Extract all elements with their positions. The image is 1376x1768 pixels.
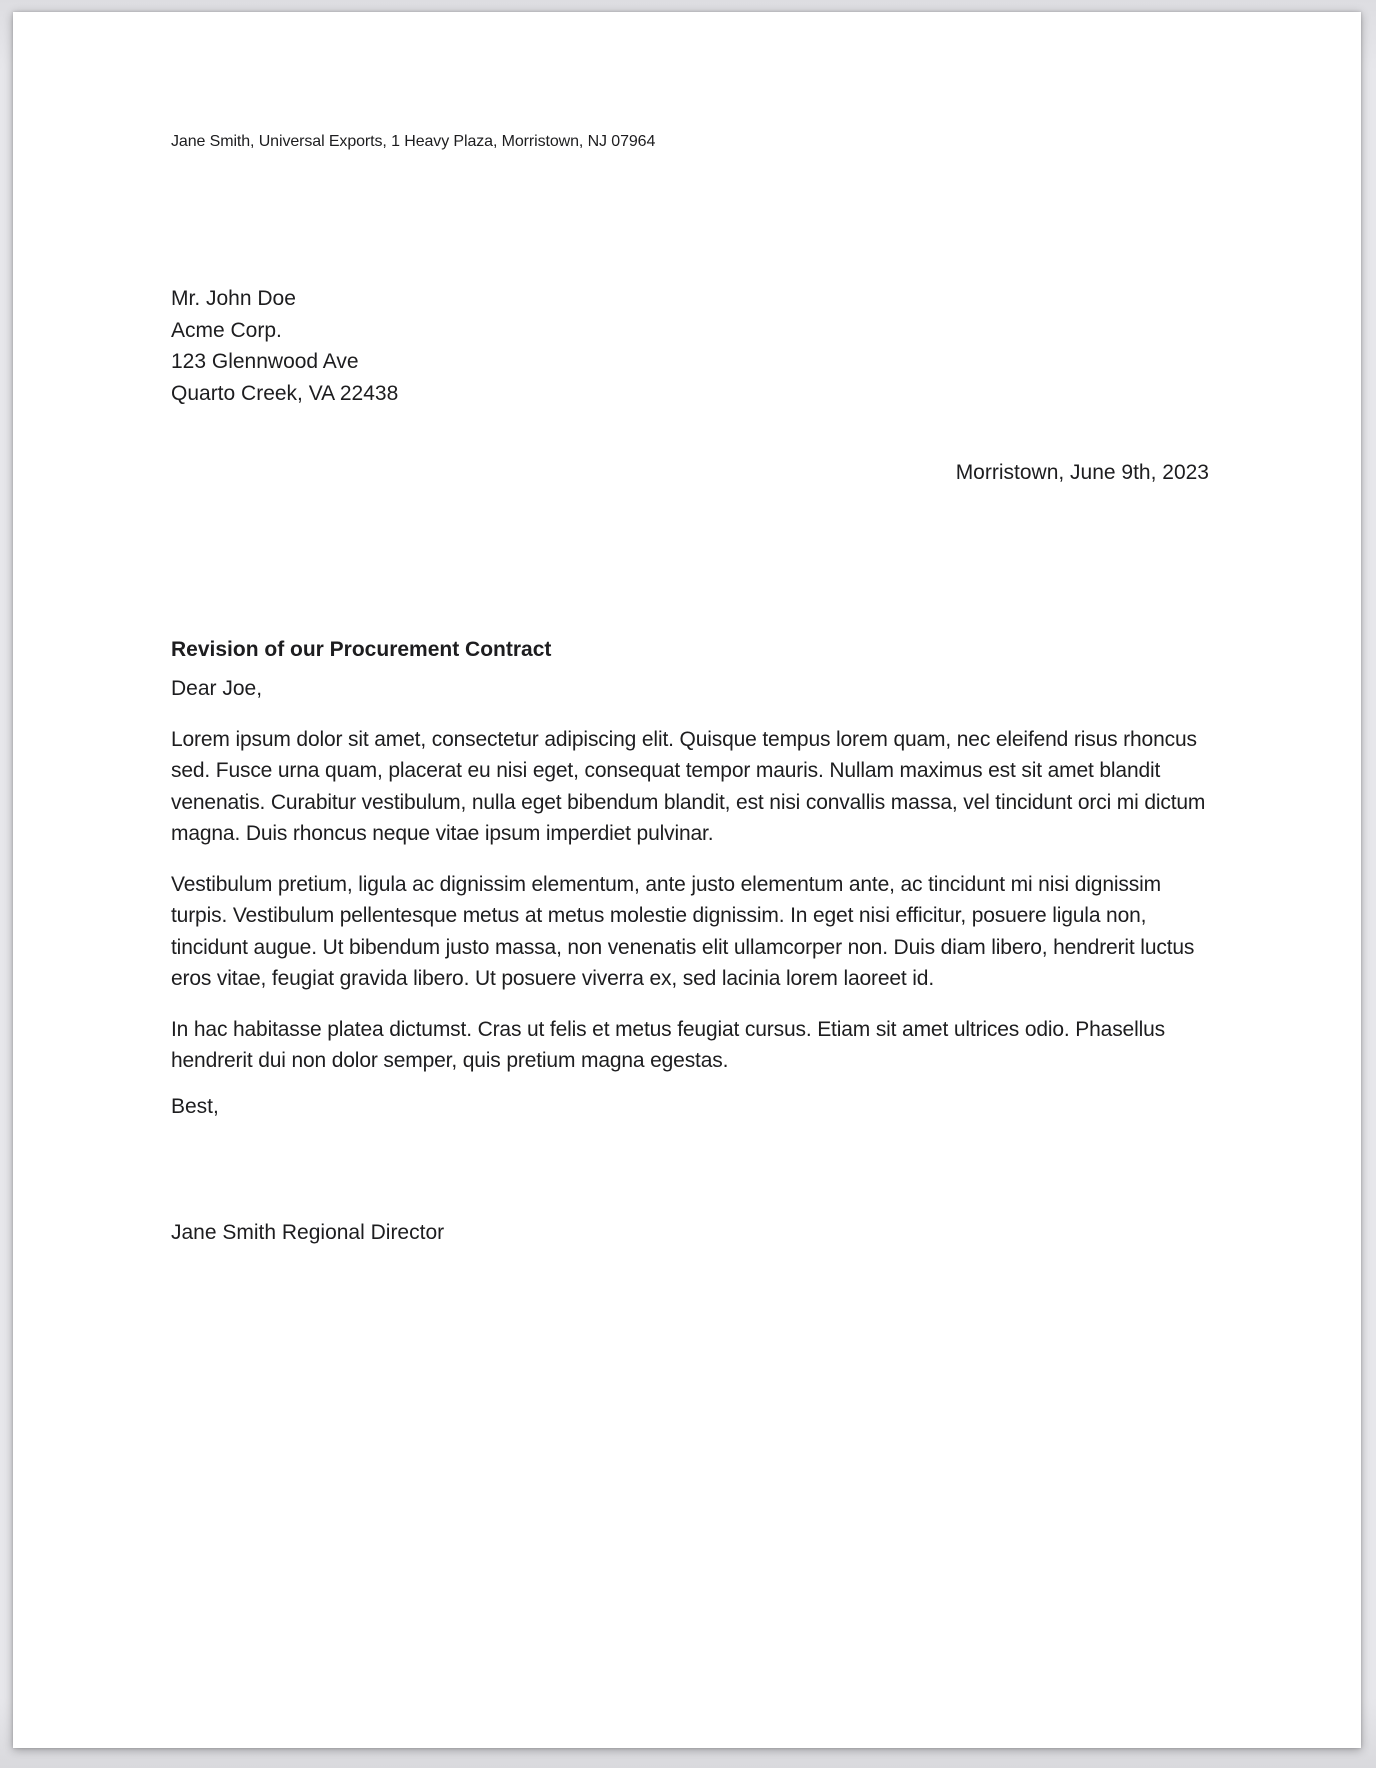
recipient-company: Acme Corp. bbox=[171, 318, 282, 342]
recipient-name: Mr. John Doe bbox=[171, 287, 296, 310]
place-and-date-line: Morristown, June 9th, 2023 bbox=[955, 461, 1209, 484]
salutation: Dear Joe, bbox=[171, 677, 263, 700]
signature-line: Jane Smith Regional Director bbox=[171, 1221, 445, 1244]
recipient-address-block bbox=[171, 283, 1209, 409]
closing-valediction: Best, bbox=[171, 1094, 219, 1118]
body-paragraph-2: Vestibulum pretium, ligula ac dignissim elementum, ante justo elementum ante, ac tincidunt mi nisi dignissim turpis. Vestibulum pellentesque metus at metus molestie dignissim. In eget nisi efficitur, posuere ligula non, tincidunt augue. Ut bibendum justo massa, non venenatis elit ullamcorper non. Duis diam libero, hendrerit luctus eros vitae, feugiat gravida libero. Ut posuere viverra ex, sed lacinia lorem laoreet id. bbox=[171, 872, 1195, 990]
sender-return-address-line: Jane Smith, Universal Exports, 1 Heavy Plaza, Morristown, NJ 07964 bbox=[171, 133, 656, 150]
body-paragraph-3: In hac habitasse platea dictumst. Cras ut felis et metus feugiat cursus. Etiam sit amet ultrices odio. Phasellus hendrerit dui non dolor semper, quis pretium magna egestas. bbox=[171, 1017, 1165, 1072]
recipient-street: 123 Glennwood Ave bbox=[171, 350, 359, 373]
recipient-city-state-zip: Quarto Creek, VA 22438 bbox=[171, 381, 399, 405]
letter-page bbox=[13, 12, 1361, 1748]
body-paragraph-1: Lorem ipsum dolor sit amet, consectetur adipiscing elit. Quisque tempus lorem quam, nec eleifend risus rhoncus sed. Fusce urna quam, placerat eu nisi eget, consequat tempor mauris. Nullam maximus est sit amet blandit venenatis. Curabitur vestibulum, nulla eget bibendum blandit, est nisi convallis massa, vel tincidunt orci mi dictum magna. Duis rhoncus neque vitae ipsum imperdiet pulvinar. bbox=[171, 727, 1206, 845]
subject-line: Revision of our Procurement Contract bbox=[171, 637, 552, 661]
